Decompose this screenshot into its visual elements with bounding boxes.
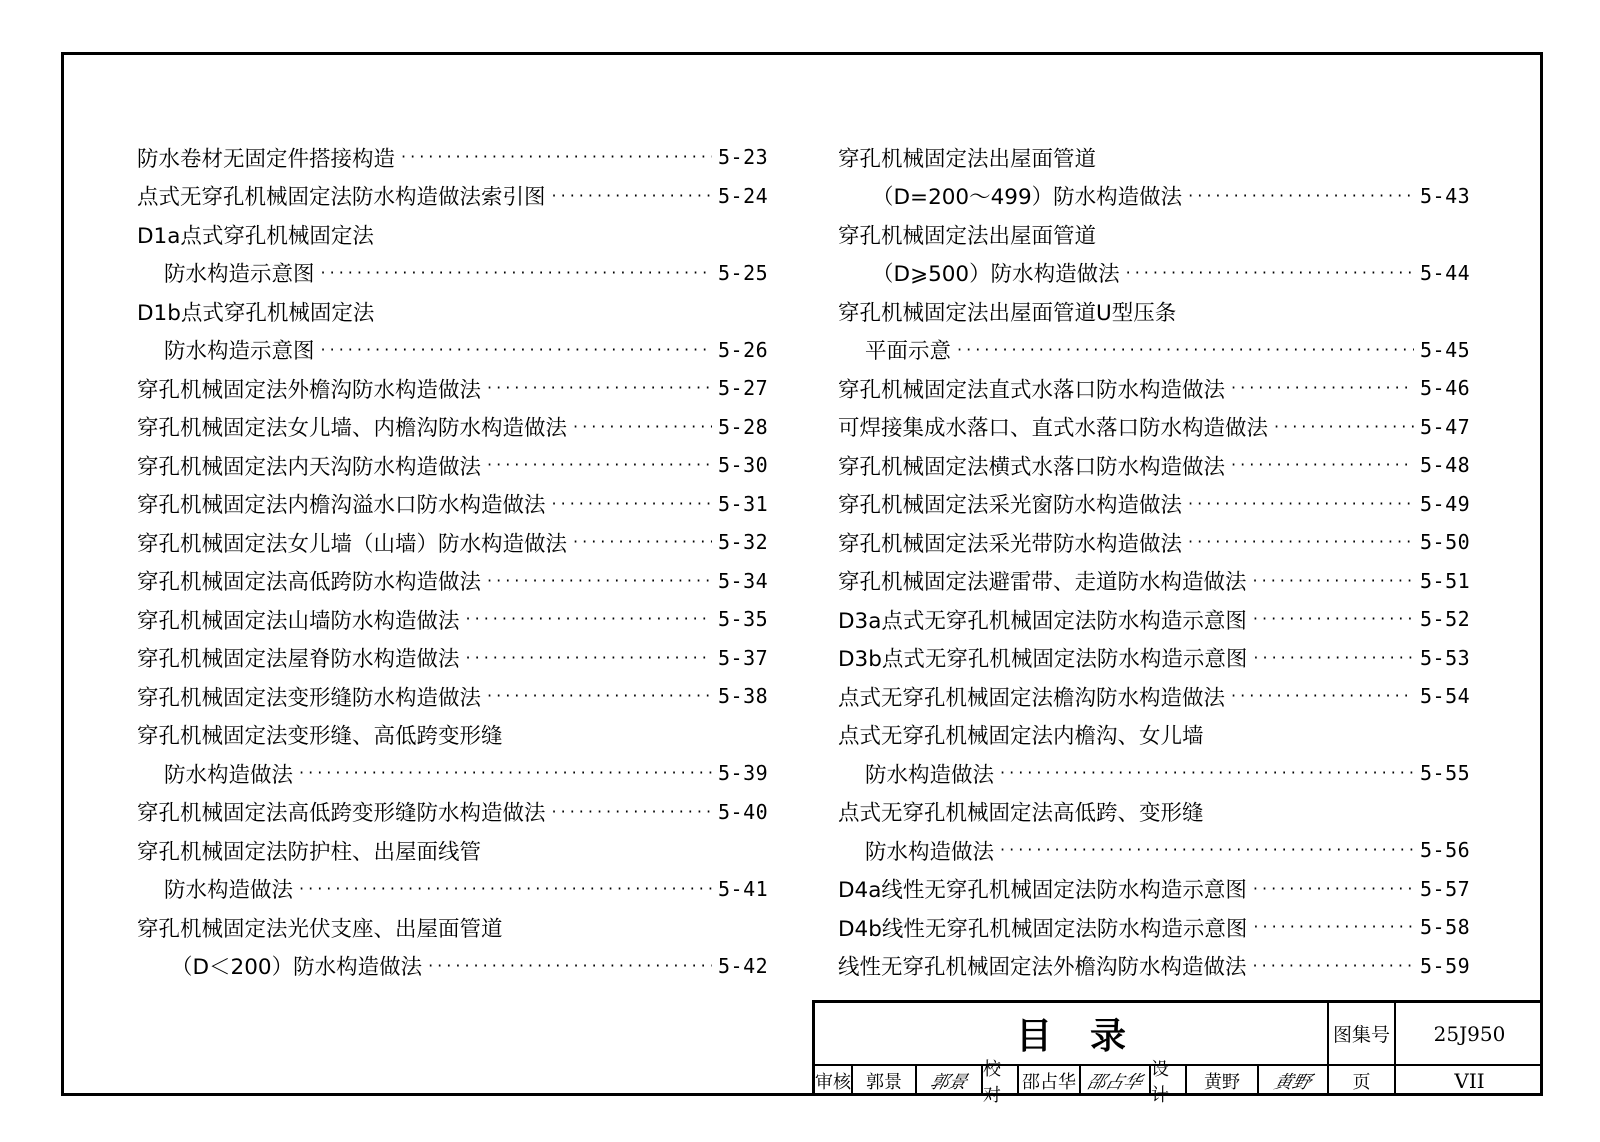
toc-entry-page: 5-24 — [718, 183, 769, 208]
toc-entry-title: 穿孔机械固定法高低跨变形缝防水构造做法 — [137, 801, 546, 827]
toc-entry-title: 穿孔机械固定法采光窗防水构造做法 — [838, 493, 1183, 519]
toc-leader-dots — [573, 530, 712, 554]
toc-entry-title: 点式无穿孔机械固定法高低跨、变形缝 — [838, 801, 1204, 827]
toc-leader-dots — [1000, 838, 1414, 862]
title-cell — [815, 1003, 1327, 1064]
toc-entry — [137, 831, 768, 870]
page-title: 目录 — [1015, 1016, 1164, 1057]
toc-entry-title: 穿孔机械固定法变形缝、高低跨变形缝 — [137, 724, 503, 750]
toc-entry-title: 穿孔机械固定法高低跨防水构造做法 — [137, 570, 482, 596]
toc-entry-title: 线性无穿孔机械固定法外檐沟防水构造做法 — [838, 955, 1247, 981]
toc-entry — [838, 177, 1470, 216]
toc-entry-title: 点式无穿孔机械固定法檐沟防水构造做法 — [838, 685, 1226, 711]
toc-leader-dots — [321, 338, 712, 362]
toc-entry-page: 5-44 — [1420, 260, 1471, 285]
checker-label: 校对 — [983, 1059, 1001, 1106]
designer-name-cell — [1185, 1066, 1257, 1096]
toc-entry-title: 穿孔机械固定法变形缝防水构造做法 — [137, 685, 482, 711]
toc-entry-page: 5-49 — [1420, 491, 1471, 516]
toc-entry — [137, 485, 768, 524]
toc-entry — [137, 562, 768, 601]
toc-entry — [838, 600, 1470, 639]
toc-entry-page: 5-37 — [718, 645, 769, 670]
toc-entry-page: 5-30 — [718, 453, 769, 478]
toc-entry-title: 穿孔机械固定法光伏支座、出屋面管道 — [137, 916, 503, 942]
toc-entry-page: 5-38 — [718, 684, 769, 709]
toc-leader-dots — [1253, 569, 1414, 593]
toc-entry — [838, 831, 1470, 870]
reviewer-signature: 郭景 — [927, 1072, 970, 1093]
page-number: VII — [1454, 1069, 1485, 1093]
atlas-number: 25J950 — [1433, 1021, 1506, 1046]
toc-entry-page: 5-53 — [1420, 645, 1471, 670]
toc-entry — [838, 408, 1470, 447]
toc-entry-page: 5-34 — [718, 568, 769, 593]
toc-entry-title: 穿孔机械固定法屋脊防水构造做法 — [137, 647, 460, 673]
toc-entry — [137, 793, 768, 832]
reviewer-label: 审核 — [815, 1072, 851, 1093]
toc-leader-dots — [1126, 261, 1414, 285]
toc-entry-page: 5-32 — [718, 530, 769, 555]
toc-entry-title: 点式无穿孔机械固定法内檐沟、女儿墙 — [838, 724, 1204, 750]
toc-entry-page: 5-39 — [718, 761, 769, 786]
toc-entry — [137, 331, 768, 370]
toc-entry-page: 5-56 — [1420, 838, 1471, 863]
toc-entry — [137, 215, 768, 254]
toc-leader-dots — [1253, 954, 1414, 978]
toc-entry — [838, 870, 1470, 909]
checker-signature: 邵占华 — [1084, 1072, 1145, 1093]
toc-entry-page: 5-26 — [718, 337, 769, 362]
toc-entry-title: （D=200～499）防水构造做法 — [872, 185, 1183, 211]
toc-entry-title: 穿孔机械固定法女儿墙、内檐沟防水构造做法 — [137, 416, 568, 442]
reviewer-name-cell — [851, 1066, 915, 1096]
toc-entry-page: 5-41 — [718, 876, 769, 901]
toc-entry-page: 5-43 — [1420, 183, 1471, 208]
toc-entry-title: D1b点式穿孔机械固定法 — [137, 300, 375, 326]
checker-name-cell — [1017, 1066, 1079, 1096]
toc-leader-dots — [428, 954, 712, 978]
title-block-bottom-row — [815, 1059, 1543, 1106]
toc-entry-title: 穿孔机械固定法采光带防水构造做法 — [838, 531, 1183, 557]
toc-entry — [137, 754, 768, 793]
toc-entry — [838, 138, 1470, 177]
toc-entry-title: 穿孔机械固定法女儿墙（山墙）防水构造做法 — [137, 531, 568, 557]
toc-leader-dots — [1188, 184, 1414, 208]
toc-entry — [137, 523, 768, 562]
reviewer-label-cell — [815, 1066, 851, 1096]
toc-entry-page: 5-35 — [718, 607, 769, 632]
toc-leader-dots — [1253, 607, 1414, 631]
toc-entry — [838, 639, 1470, 678]
toc-leader-dots — [552, 492, 712, 516]
toc-entry-title: 平面示意 — [865, 339, 952, 365]
toc-leader-dots — [1231, 684, 1414, 708]
toc-entry-page: 5-57 — [1420, 876, 1471, 901]
toc-leader-dots — [466, 646, 712, 670]
toc-leader-dots — [487, 453, 712, 477]
checker-label-cell — [981, 1059, 1017, 1106]
toc-leader-dots — [957, 338, 1414, 362]
toc-entry-title: 防水构造示意图 — [164, 262, 315, 288]
toc-entry-title: 穿孔机械固定法出屋面管道U型压条 — [838, 300, 1177, 326]
toc-entry-page: 5-48 — [1420, 453, 1471, 478]
toc-leader-dots — [1231, 376, 1414, 400]
toc-entry — [137, 369, 768, 408]
toc-leader-dots — [1253, 646, 1414, 670]
toc-entry-title: D4b线性无穿孔机械固定法防水构造示意图 — [838, 916, 1248, 942]
toc-leader-dots — [552, 184, 712, 208]
toc-leader-dots — [487, 684, 712, 708]
toc-entry-title: 防水卷材无固定件搭接构造 — [137, 146, 396, 172]
toc-entry — [838, 562, 1470, 601]
toc-entry-page: 5-50 — [1420, 530, 1471, 555]
toc-entry — [838, 754, 1470, 793]
toc-entry-title: 穿孔机械固定法内檐沟溢水口防水构造做法 — [137, 493, 546, 519]
toc-entry-title: 穿孔机械固定法外檐沟防水构造做法 — [137, 377, 482, 403]
toc-entry-title: 穿孔机械固定法横式水落口防水构造做法 — [838, 454, 1226, 480]
toc-leader-dots — [487, 569, 712, 593]
toc-entry — [838, 908, 1470, 947]
toc-entry — [137, 254, 768, 293]
toc-entry — [838, 331, 1470, 370]
toc-entry — [137, 716, 768, 755]
toc-entry-page: 5-58 — [1420, 915, 1471, 940]
toc-entry-page: 5-23 — [718, 145, 769, 170]
toc-entry-title: D1a点式穿孔机械固定法 — [137, 223, 374, 249]
toc-entry-page: 5-42 — [718, 953, 769, 978]
atlas-label: 图集号 — [1332, 1024, 1390, 1046]
toc-entry — [137, 870, 768, 909]
toc-entry-page: 5-40 — [718, 799, 769, 824]
toc-left-column — [137, 138, 768, 985]
toc-entry — [838, 947, 1470, 986]
toc-entry-title: 穿孔机械固定法山墙防水构造做法 — [137, 608, 460, 634]
designer-label-cell — [1149, 1059, 1185, 1106]
toc-entry-title: 防水构造示意图 — [164, 339, 315, 365]
toc-entry-page: 5-25 — [718, 260, 769, 285]
toc-entry-title: （D⩾500）防水构造做法 — [872, 262, 1120, 288]
toc-entry-title: 可焊接集成水落口、直式水落口防水构造做法 — [838, 416, 1269, 442]
designer-name: 黄野 — [1204, 1072, 1240, 1093]
toc-entry — [838, 292, 1470, 331]
toc-leader-dots — [487, 376, 712, 400]
toc-entry-page: 5-47 — [1420, 414, 1471, 439]
toc-entry-title: 防水构造做法 — [164, 878, 294, 904]
toc-entry-title: 防水构造做法 — [164, 762, 294, 788]
page-number-cell — [1394, 1066, 1543, 1096]
reviewer-name: 郭景 — [866, 1072, 902, 1093]
designer-signature: 黄野 — [1271, 1072, 1314, 1093]
toc-leader-dots — [299, 761, 712, 785]
toc-entry — [838, 215, 1470, 254]
toc-entry-title: 穿孔机械固定法防护柱、出屋面线管 — [137, 839, 482, 865]
toc-entry — [137, 677, 768, 716]
toc-leader-dots — [321, 261, 712, 285]
toc-leader-dots — [1188, 492, 1414, 516]
toc-entry — [838, 793, 1470, 832]
toc-entry-title: （D＜200）防水构造做法 — [171, 955, 423, 981]
toc-leader-dots — [573, 415, 712, 439]
toc-entry — [137, 600, 768, 639]
designer-label: 设计 — [1151, 1059, 1169, 1106]
toc-entry — [137, 177, 768, 216]
toc-leader-dots — [1188, 530, 1414, 554]
toc-entry — [838, 523, 1470, 562]
toc-leader-dots — [1274, 415, 1414, 439]
toc-entry-page: 5-45 — [1420, 337, 1471, 362]
atlas-number-cell — [1394, 1003, 1543, 1064]
toc-entry-title: 点式无穿孔机械固定法防水构造做法索引图 — [137, 185, 546, 211]
designer-signature-cell — [1257, 1066, 1327, 1096]
toc-entry-page: 5-31 — [718, 491, 769, 516]
page-label: 页 — [1352, 1072, 1371, 1093]
toc-entry-title: D3b点式无穿孔机械固定法防水构造示意图 — [838, 647, 1248, 673]
checker-name: 邵占华 — [1022, 1072, 1076, 1093]
toc-entry-title: 穿孔机械固定法避雷带、走道防水构造做法 — [838, 570, 1247, 596]
atlas-label-cell — [1327, 1003, 1394, 1064]
toc-leader-dots — [401, 145, 712, 169]
toc-entry-page: 5-27 — [718, 376, 769, 401]
page-label-cell — [1327, 1066, 1394, 1096]
reviewer-signature-cell — [915, 1066, 981, 1096]
toc-entry-page: 5-59 — [1420, 953, 1471, 978]
toc-entry-title: 防水构造做法 — [865, 762, 995, 788]
toc-entry-title: 穿孔机械固定法出屋面管道 — [838, 146, 1097, 172]
toc-entry-page: 5-46 — [1420, 376, 1471, 401]
toc-entry — [137, 446, 768, 485]
toc-entry-title: 穿孔机械固定法出屋面管道 — [838, 223, 1097, 249]
toc-entry — [137, 292, 768, 331]
toc-entry-title: D4a线性无穿孔机械固定法防水构造示意图 — [838, 878, 1247, 904]
toc-leader-dots — [1000, 761, 1414, 785]
toc-leader-dots — [466, 607, 712, 631]
toc-entry-page: 5-28 — [718, 414, 769, 439]
toc-entry — [838, 254, 1470, 293]
toc-entry — [838, 677, 1470, 716]
toc-entry — [838, 369, 1470, 408]
toc-entry-page: 5-55 — [1420, 761, 1471, 786]
toc-entry — [137, 138, 768, 177]
toc-entry-page: 5-54 — [1420, 684, 1471, 709]
toc-entry — [137, 947, 768, 986]
toc-leader-dots — [552, 800, 712, 824]
toc-entry — [137, 639, 768, 678]
toc-entry — [137, 408, 768, 447]
toc-entry-title: 穿孔机械固定法直式水落口防水构造做法 — [838, 377, 1226, 403]
toc-entry-page: 5-51 — [1420, 568, 1471, 593]
checker-signature-cell — [1079, 1066, 1149, 1096]
toc-right-column — [838, 138, 1470, 985]
toc-entry — [838, 485, 1470, 524]
toc-entry — [137, 908, 768, 947]
toc-leader-dots — [299, 877, 712, 901]
toc-leader-dots — [1253, 915, 1414, 939]
title-block — [812, 1000, 1543, 1106]
toc-entry — [838, 716, 1470, 755]
toc-entry-page: 5-52 — [1420, 607, 1471, 632]
toc-entry-title: 防水构造做法 — [865, 839, 995, 865]
toc-entry — [838, 446, 1470, 485]
toc-entry-title: 穿孔机械固定法内天沟防水构造做法 — [137, 454, 482, 480]
toc-entry-title: D3a点式无穿孔机械固定法防水构造示意图 — [838, 608, 1247, 634]
toc-leader-dots — [1253, 877, 1414, 901]
toc-leader-dots — [1231, 453, 1414, 477]
